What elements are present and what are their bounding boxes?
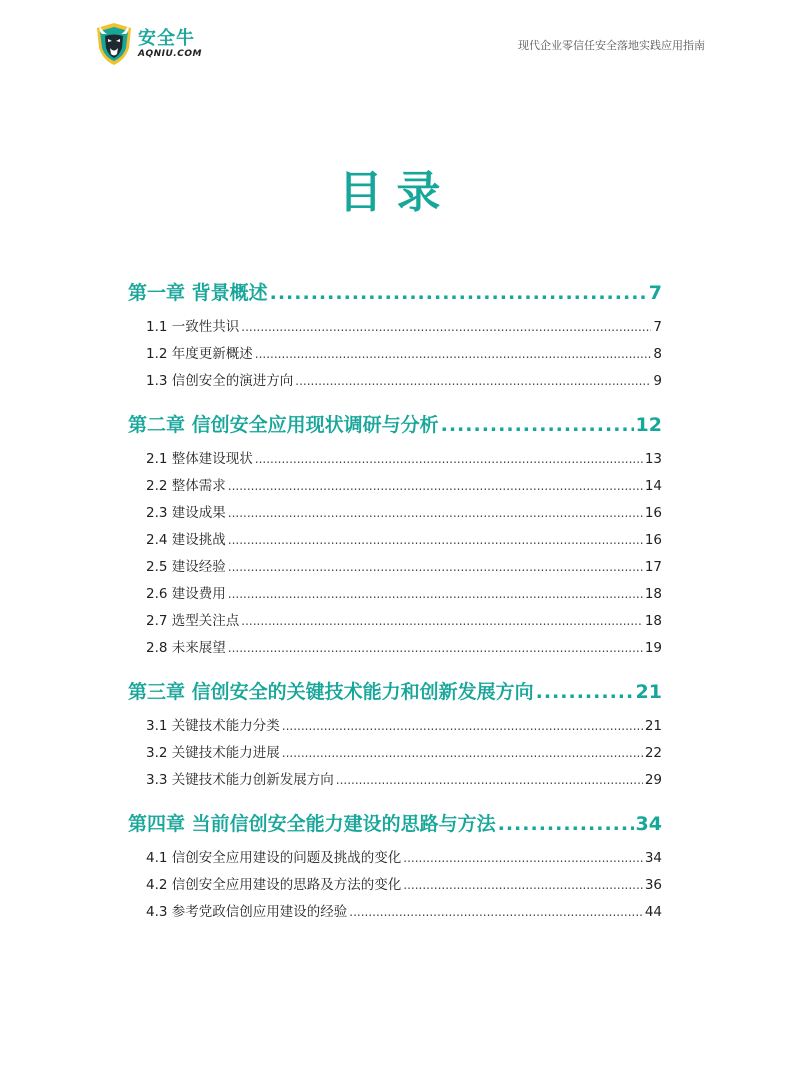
section-title: 1.3 信创安全的演进方向 [146, 373, 294, 389]
section-page-number: 44 [644, 904, 662, 920]
toc-section-entry[interactable] [128, 899, 662, 926]
toc-section-entry[interactable] [128, 314, 662, 341]
dot-leader [255, 446, 643, 473]
section-title: 1.2 年度更新概述 [146, 346, 253, 362]
dot-leader [282, 740, 643, 767]
chapter-page-number: 7 [648, 282, 662, 304]
section-page-number: 19 [644, 640, 662, 656]
section-title: 4.1 信创安全应用建设的问题及挑战的变化 [146, 850, 402, 866]
toc-section-entry[interactable] [128, 740, 662, 767]
section-title: 2.8 未来展望 [146, 640, 226, 656]
dot-leader [403, 845, 643, 872]
bull-shield-icon [95, 22, 133, 66]
section-page-number: 16 [644, 532, 662, 548]
toc-chapter [128, 410, 662, 662]
toc-section-entry[interactable] [128, 608, 662, 635]
toc-section-entry[interactable] [128, 527, 662, 554]
section-title: 2.1 整体建设现状 [146, 451, 253, 467]
toc-chapter-entry[interactable] [128, 410, 662, 440]
section-page-number: 18 [644, 613, 662, 629]
logo [95, 22, 202, 66]
dot-leader [295, 368, 651, 395]
chapter-page-number: 21 [635, 681, 662, 703]
toc-chapter [128, 278, 662, 395]
chapter-title: 第四章 当前信创安全能力建设的思路与方法 [128, 813, 496, 835]
brand-url: AQNIU.COM [138, 48, 202, 59]
dot-leader [228, 635, 643, 662]
toc-section-entry[interactable] [128, 446, 662, 473]
toc-section-entry[interactable] [128, 473, 662, 500]
dot-leader [349, 899, 643, 926]
toc-section-entry[interactable] [128, 635, 662, 662]
dot-leader [241, 608, 643, 635]
section-page-number: 22 [644, 745, 662, 761]
section-page-number: 7 [653, 319, 662, 335]
toc-section-entry[interactable] [128, 341, 662, 368]
chapter-page-number: 34 [635, 813, 662, 835]
section-title: 2.5 建设经验 [146, 559, 226, 575]
toc-section-entry[interactable] [128, 767, 662, 794]
dot-leader [228, 473, 643, 500]
page-header [0, 0, 793, 80]
toc-chapter [128, 809, 662, 926]
section-page-number: 17 [644, 559, 662, 575]
section-title: 3.3 关键技术能力创新发展方向 [146, 772, 334, 788]
brand-name: 安全牛 [138, 27, 195, 49]
section-page-number: 18 [644, 586, 662, 602]
section-page-number: 36 [644, 877, 662, 893]
dot-leader [282, 713, 643, 740]
chapter-title: 第三章 信创安全的关键技术能力和创新发展方向 [128, 681, 534, 703]
document-title: 现代企业零信任安全落地实践应用指南 [518, 39, 705, 52]
section-title: 2.2 整体需求 [146, 478, 226, 494]
chapter-title: 第一章 背景概述 [128, 282, 268, 304]
section-title: 3.1 关键技术能力分类 [146, 718, 280, 734]
dot-leader [228, 527, 643, 554]
dot-leader [228, 500, 643, 527]
toc-heading: 目录 [338, 167, 455, 218]
dot-leader [536, 677, 634, 707]
toc-section-entry[interactable] [128, 845, 662, 872]
section-title: 2.6 建设费用 [146, 586, 226, 602]
dot-leader [255, 341, 652, 368]
dot-leader [228, 581, 643, 608]
section-title: 4.3 参考党政信创应用建设的经验 [146, 904, 348, 920]
dot-leader [241, 314, 651, 341]
dot-leader [228, 554, 643, 581]
toc-chapter-entry[interactable] [128, 809, 662, 839]
section-title: 3.2 关键技术能力进展 [146, 745, 280, 761]
section-title: 2.7 选型关注点 [146, 613, 240, 629]
toc-chapter-entry[interactable] [128, 278, 662, 308]
section-page-number: 29 [644, 772, 662, 788]
dot-leader [270, 278, 647, 308]
toc-section-entry[interactable] [128, 554, 662, 581]
chapter-page-number: 12 [635, 414, 662, 436]
section-title: 4.2 信创安全应用建设的思路及方法的变化 [146, 877, 402, 893]
section-title: 2.4 建设挑战 [146, 532, 226, 548]
toc-section-entry[interactable] [128, 500, 662, 527]
dot-leader [336, 767, 643, 794]
section-title: 1.1 一致性共识 [146, 319, 240, 335]
section-title: 2.3 建设成果 [146, 505, 226, 521]
toc-section-entry[interactable] [128, 872, 662, 899]
toc-section-entry[interactable] [128, 581, 662, 608]
dot-leader [403, 872, 643, 899]
section-page-number: 9 [653, 373, 662, 389]
chapter-title: 第二章 信创安全应用现状调研与分析 [128, 414, 439, 436]
toc-chapter-entry[interactable] [128, 677, 662, 707]
section-page-number: 13 [644, 451, 662, 467]
toc-section-entry[interactable] [128, 368, 662, 395]
dot-leader [498, 809, 634, 839]
section-page-number: 8 [653, 346, 662, 362]
toc-section-entry[interactable] [128, 713, 662, 740]
dot-leader [441, 410, 634, 440]
section-page-number: 21 [644, 718, 662, 734]
toc-chapter [128, 677, 662, 794]
table-of-contents [128, 278, 662, 941]
section-page-number: 14 [644, 478, 662, 494]
section-page-number: 34 [644, 850, 662, 866]
section-page-number: 16 [644, 505, 662, 521]
